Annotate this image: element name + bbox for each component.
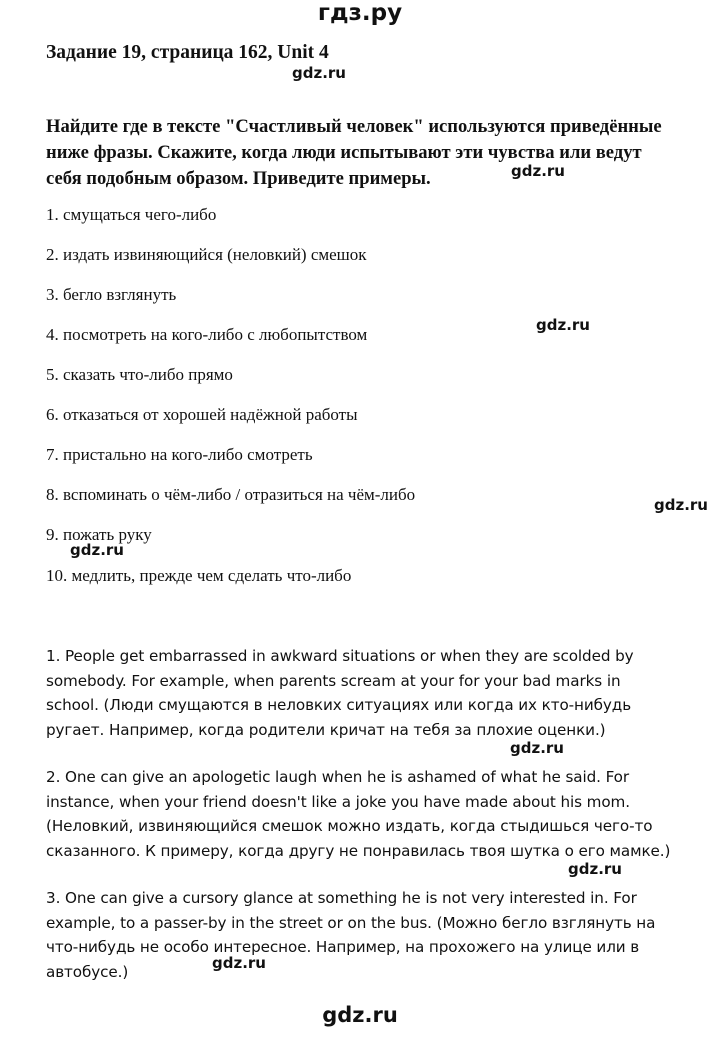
phrase-item: 3. бегло взглянуть: [46, 285, 177, 304]
answer-line: somebody. For example, when parents scream at your for your bad marks in: [46, 671, 621, 690]
answer-line: (Неловкий, извиняющийся смешок можно издать, когда стыдишься чего-то: [46, 817, 653, 836]
answer-line: ругает. Например, когда родители кричат на тебя за плохие оценки.): [46, 720, 606, 739]
answer-line: 1. People get embarrassed in awkward situations or when they are scolded by: [46, 647, 634, 665]
watermark: gdz.ru: [654, 496, 708, 514]
answer-2: [46, 765, 706, 863]
phrase-item: 8. вспоминать о чём-либо / отразиться на чём-либо: [46, 485, 416, 504]
answer-line: 3. One can give a cursory glance at something he is not very interested in. For: [46, 889, 637, 907]
site-footer-watermark: gdz.ru: [322, 1003, 398, 1027]
phrase-item: 5. сказать что-либо прямо: [46, 365, 233, 384]
answer-line: сказанного. К примеру, когда другу не понравилась твоя шутка о его мамке.): [46, 841, 671, 860]
phrase-item: 10. медлить, прежде чем сделать что-либо: [46, 566, 352, 585]
phrase-item: 9. пожать руку: [46, 525, 152, 544]
answer-line: instance, when your friend doesn't like a joke you have made about his mom.: [46, 792, 630, 811]
phrase-item: 2. издать извиняющийся (неловкий) смешок: [46, 245, 367, 264]
answer-3: [46, 886, 706, 984]
watermark: gdz.ru: [568, 860, 622, 878]
phrase-item: 1. смущаться чего-либо: [46, 205, 217, 224]
answer-1: [46, 644, 706, 742]
phrase-item: 4. посмотреть на кого-либо с любопытством: [46, 325, 368, 344]
answer-line: автобусе.): [46, 962, 129, 981]
instruction-line: ниже фразы. Скажите, когда люди испытывают эти чувства или ведут: [46, 142, 642, 163]
watermark: gdz.ru: [292, 64, 346, 82]
instruction-line: Найдите где в тексте "Счастливый человек" используются приведённые: [46, 116, 662, 137]
answer-line: что-нибудь не особо интересное. Например, на прохожего на улице или в: [46, 938, 640, 957]
page-title: Задание 19, страница 162, Unit 4: [46, 42, 329, 63]
watermark: gdz.ru: [70, 541, 124, 559]
instruction-line: себя подобным образом. Приведите примеры.: [46, 168, 431, 189]
site-header-watermark: гдз.ру: [317, 0, 403, 26]
watermark: gdz.ru: [212, 954, 266, 972]
watermark: gdz.ru: [511, 162, 565, 180]
phrase-item: 6. отказаться от хорошей надёжной работы: [46, 405, 358, 424]
watermark: gdz.ru: [510, 739, 564, 757]
phrase-item: 7. пристально на кого-либо смотреть: [46, 445, 313, 464]
watermark: gdz.ru: [536, 316, 590, 334]
answer-line: 2. One can give an apologetic laugh when he is ashamed of what he said. For: [46, 768, 630, 786]
answer-line: example, to a passer-by in the street or on the bus. (Можно бегло взглянуть на: [46, 913, 656, 932]
task-instructions: [46, 114, 696, 192]
answer-line: school. (Люди смущаются в неловких ситуациях или когда их кто-нибудь: [46, 696, 632, 715]
